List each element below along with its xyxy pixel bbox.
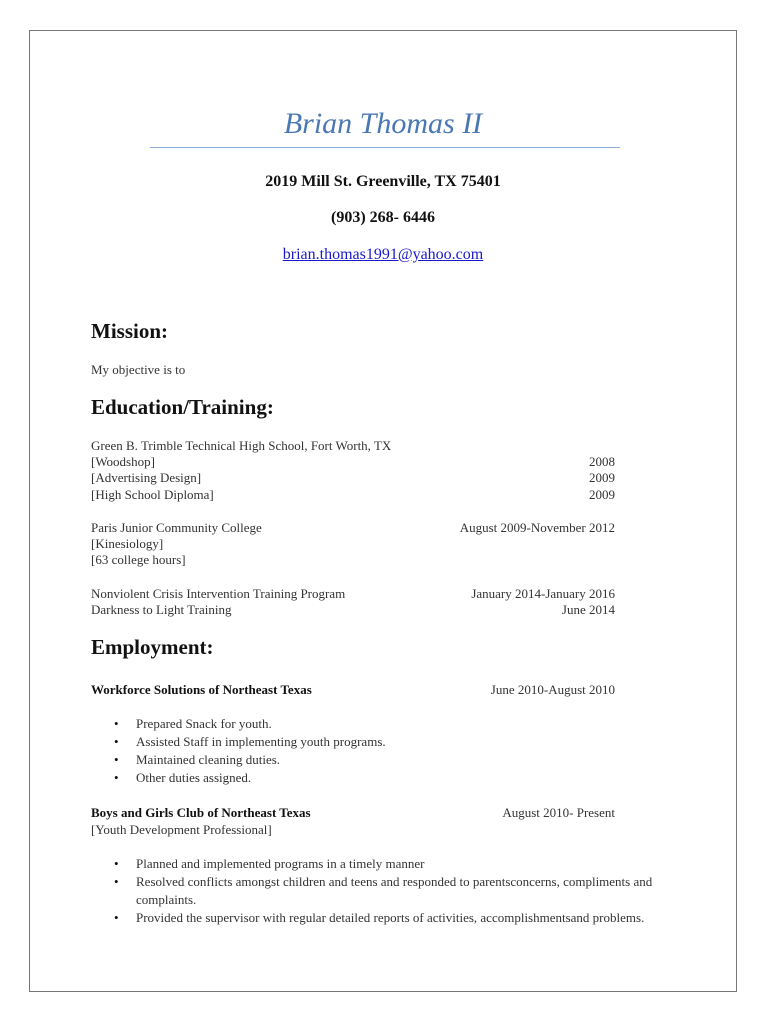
- job-duties-list: [91, 855, 681, 927]
- header-divider: [150, 147, 620, 148]
- training-dates: June 2014: [561, 602, 615, 617]
- job-dates: June 2010-August 2010: [490, 682, 615, 697]
- phone-number: (903) 268- 6446: [331, 209, 435, 226]
- course-year: 2009: [589, 470, 615, 485]
- employer-name: Workforce Solutions of Northeast Texas: [91, 682, 312, 697]
- list-item: • Provided the supervisor with regular detailed reports of activities, accomplishmentsand problems.: [91, 909, 681, 927]
- school-name: Green B. Trimble Technical High School, Fort Worth, TX: [91, 438, 392, 453]
- course-label: [Woodshop]: [91, 454, 155, 469]
- training-dates: January 2014-January 2016: [471, 586, 615, 601]
- job-dates: August 2010- Present: [502, 805, 615, 820]
- employer-name: Boys and Girls Club of Northeast Texas: [91, 805, 311, 820]
- college-dates: August 2009-November 2012: [459, 520, 615, 535]
- applicant-name: Brian Thomas II: [283, 107, 483, 140]
- employment-heading: Employment:: [91, 635, 214, 659]
- list-item: • Assisted Staff in implementing youth programs.: [91, 733, 681, 751]
- mission-text: My objective is to: [91, 362, 186, 377]
- mission-heading: Mission:: [91, 319, 169, 343]
- training-name: Nonviolent Crisis Intervention Training Program: [91, 586, 346, 601]
- list-item: • Planned and implemented programs in a timely manner: [91, 855, 681, 873]
- resume-page: [29, 30, 737, 992]
- job-title: [Youth Development Professional]: [91, 822, 272, 837]
- training-name: Darkness to Light Training: [91, 602, 232, 617]
- list-item: • Maintained cleaning duties.: [91, 751, 681, 769]
- education-heading: Education/Training:: [91, 395, 274, 419]
- course-year: 2008: [589, 454, 615, 469]
- email-link[interactable]: brian.thomas1991@yahoo.com: [282, 246, 484, 263]
- list-item: • Other duties assigned.: [91, 769, 681, 787]
- course-year: 2009: [589, 487, 615, 502]
- college-name: Paris Junior Community College: [91, 520, 262, 535]
- list-item: • Prepared Snack for youth.: [91, 715, 681, 733]
- course-label: [Advertising Design]: [91, 470, 202, 485]
- course-label: [High School Diploma]: [91, 487, 214, 502]
- address: 2019 Mill St. Greenville, TX 75401: [265, 173, 501, 190]
- college-major: [Kinesiology]: [91, 536, 164, 551]
- job-duties-list: [91, 715, 681, 787]
- college-hours: [63 college hours]: [91, 552, 186, 567]
- list-item: • Resolved conflicts amongst children and teens and responded to parentsconcerns, compliments and complaints.: [91, 873, 681, 909]
